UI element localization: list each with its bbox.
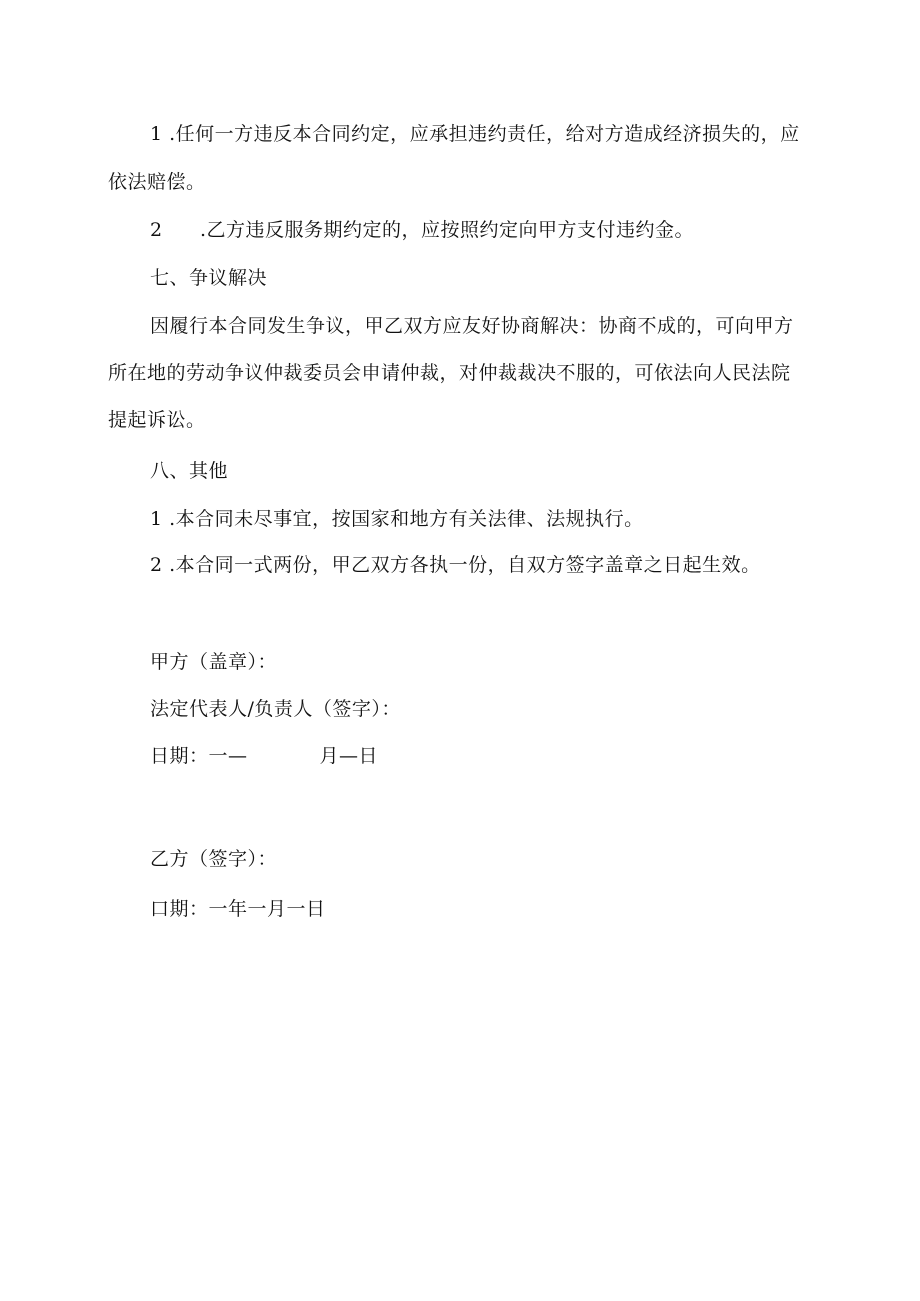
party-b-date: 口期：一年一月一日 (150, 898, 326, 920)
date-label-part-2: 月—日 (319, 745, 379, 767)
clause-number: 2 (150, 219, 163, 241)
clause-8-2 (150, 553, 761, 577)
section-8-heading: 八、其他 (150, 460, 229, 482)
clause-6-1-line-2: 依法赔偿。 (108, 171, 206, 193)
clause-number: 1 (150, 508, 163, 530)
section-7-para-line-2: 所在地的劳动争议仲裁委员会申请仲裁，对仲裁裁决不服的，可依法向人民法院 (108, 362, 791, 384)
section-7-heading: 七、争议解决 (150, 267, 268, 289)
clause-6-2 (150, 218, 694, 242)
clause-8-1 (150, 507, 644, 531)
section-7-para-line-1: 因履行本合同发生争议，甲乙双方应友好协商解决：协商不成的，可向甲方 (150, 315, 794, 337)
legal-rep-signature-label: 法定代表人/负责人（签字）： (150, 698, 401, 720)
clause-text: .本合同未尽事宜，按国家和地方有关法律、法规执行。 (162, 508, 644, 530)
clause-text: .乙方违反服务期约定的，应按照约定向甲方支付违约金。 (200, 219, 695, 241)
date-label-part-1: 日期：一— (150, 745, 248, 767)
clause-number: 2 (150, 554, 163, 576)
section-7-para-line-3: 提起诉讼。 (108, 409, 206, 431)
party-a-seal-label: 甲方（盖章）： (150, 651, 278, 673)
party-a-date (150, 744, 378, 768)
clause-6-1-line-1 (150, 122, 800, 146)
clause-text: .本合同一式两份，甲乙双方各执一份，自双方签字盖章之日起生效。 (162, 554, 761, 576)
clause-number: 1 (150, 123, 163, 145)
clause-text: .任何一方违反本合同约定，应承担违约责任，给对方造成经济损失的，应 (162, 123, 800, 145)
party-b-signature-label: 乙方（签字）： (150, 848, 278, 870)
